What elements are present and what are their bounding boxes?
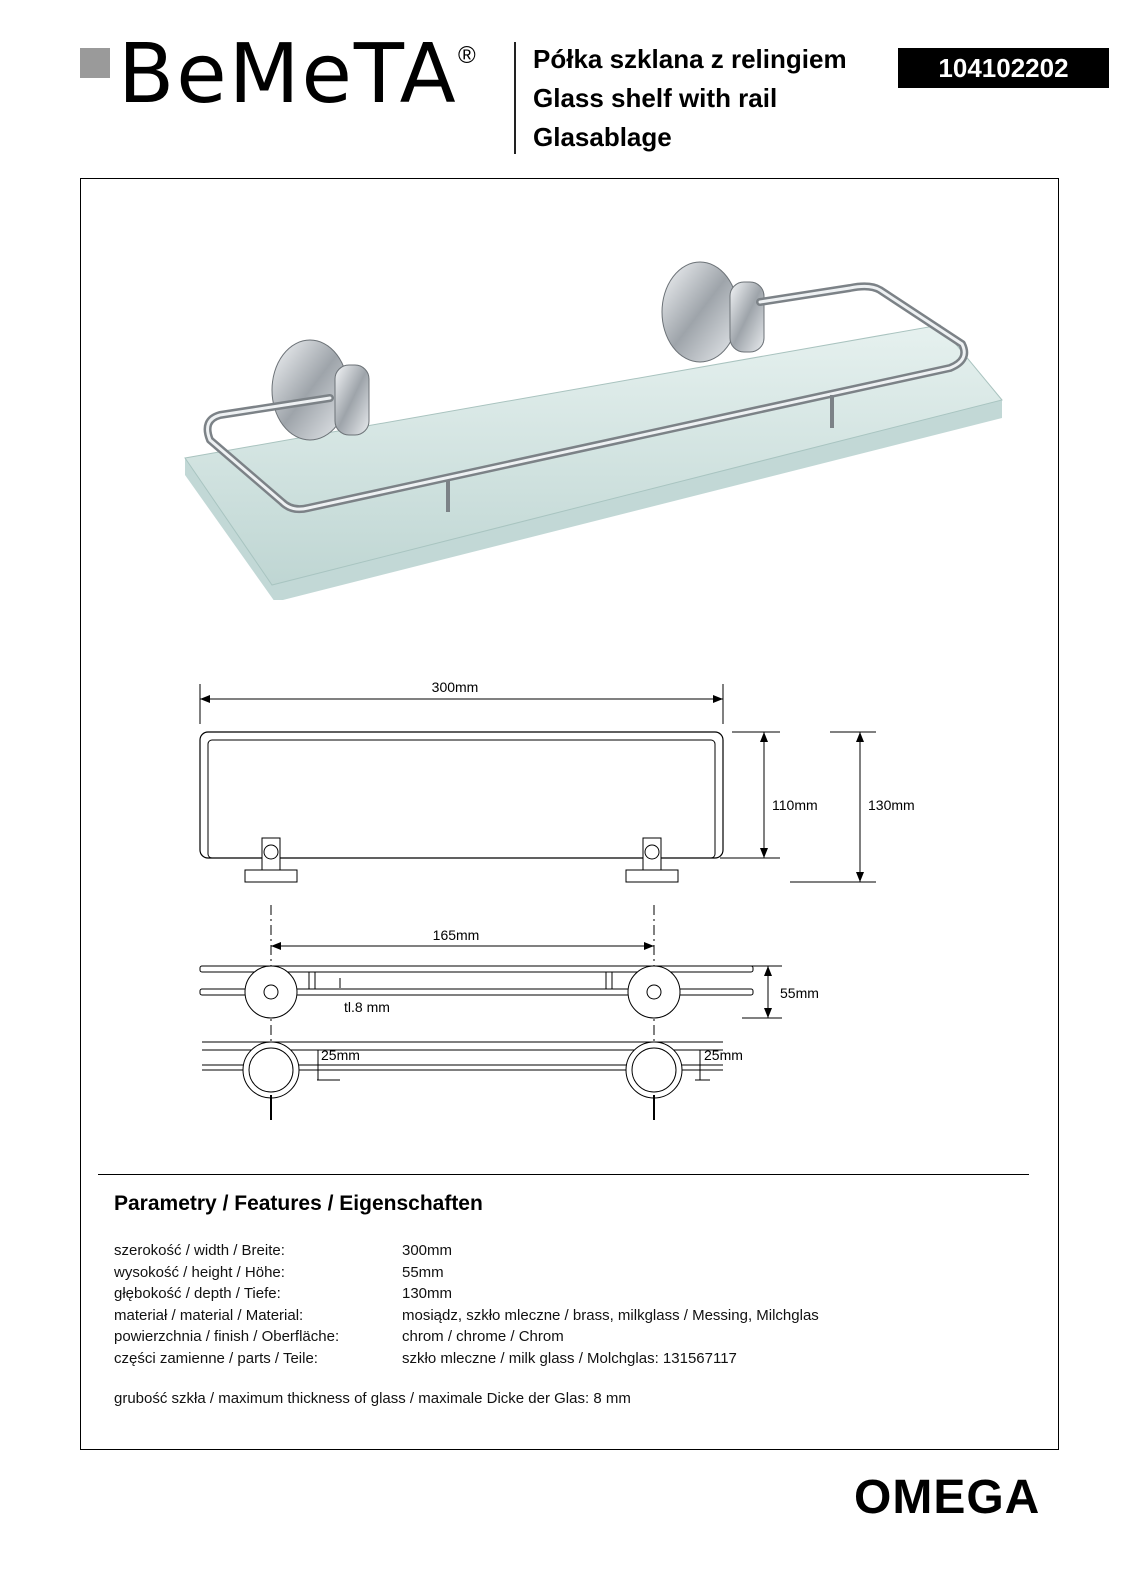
spec-row	[114, 1240, 819, 1262]
title-english: Glass shelf with rail	[533, 83, 778, 113]
shelf-bottom-view	[202, 1042, 743, 1120]
right-bracket	[730, 282, 764, 352]
spec-row	[114, 1326, 819, 1348]
spec-label: materiał / material / Material:	[114, 1306, 304, 1324]
shelf-side-view	[200, 966, 819, 1018]
spec-label: szerokość / width / Breite:	[114, 1242, 285, 1259]
title-polish: Półka szklana z relingiem	[533, 44, 847, 74]
outer-height-label: 130mm	[868, 797, 915, 813]
spec-label: głębokość / depth / Tiefe:	[114, 1285, 281, 1302]
product-sku: 104102202	[898, 48, 1109, 88]
spec-value: chrom / chrome / Chrom	[402, 1328, 564, 1345]
spec-row	[114, 1262, 819, 1284]
spec-value: 55mm	[402, 1263, 444, 1281]
spec-label: powierzchnia / finish / Oberfläche:	[114, 1328, 340, 1345]
mount-spacing-dimension	[271, 927, 654, 950]
technical-drawing	[190, 670, 950, 1130]
mount-spacing-label: 165mm	[432, 927, 480, 943]
offset-left-label: 25mm	[321, 1047, 360, 1063]
title-german: Glasablage	[533, 122, 672, 152]
logo-square-icon	[80, 48, 110, 78]
width-label: 300mm	[431, 679, 479, 695]
spec-row	[114, 1283, 819, 1305]
spec-value: 130mm	[402, 1285, 453, 1302]
right-wall-mount	[662, 262, 738, 362]
left-bracket	[335, 365, 369, 435]
spec-value: mosiądz, szkło mleczne / brass, milkglass / Messing, Milchglas	[402, 1306, 819, 1324]
depth-dimensions	[720, 732, 915, 882]
spec-row	[114, 1348, 819, 1370]
spec-value: 300mm	[402, 1242, 453, 1259]
spec-label: części zamienne / parts / Teile:	[114, 1349, 318, 1367]
glass-thickness-note: grubość szkła / maximum thickness of glass / maximale Dicke der Glas: 8 mm	[114, 1390, 631, 1407]
brand-logo	[80, 27, 480, 122]
glass-thickness-label: tl.8 mm	[344, 999, 390, 1015]
spec-value: szkło mleczne / milk glass / Molchglas: 131567117	[402, 1349, 737, 1367]
registered-mark: ®	[458, 42, 476, 69]
features-separator	[98, 1174, 1029, 1175]
header-divider	[514, 42, 516, 154]
features-heading: Parametry / Features / Eigenschaften	[114, 1192, 483, 1215]
inner-height-label: 110mm	[772, 797, 818, 813]
series-name: OMEGA	[854, 1471, 1041, 1524]
offset-right-label: 25mm	[704, 1047, 743, 1063]
spec-row	[114, 1305, 819, 1327]
spec-label: wysokość / height / Höhe:	[114, 1263, 285, 1281]
product-illustration	[180, 250, 1010, 600]
width-dimension	[200, 679, 723, 724]
shelf-top-view	[200, 732, 723, 882]
specs-list	[114, 1240, 819, 1369]
height-label: 55mm	[780, 985, 819, 1001]
brand-name: BeMeTA	[118, 27, 458, 122]
product-titles	[533, 40, 847, 157]
